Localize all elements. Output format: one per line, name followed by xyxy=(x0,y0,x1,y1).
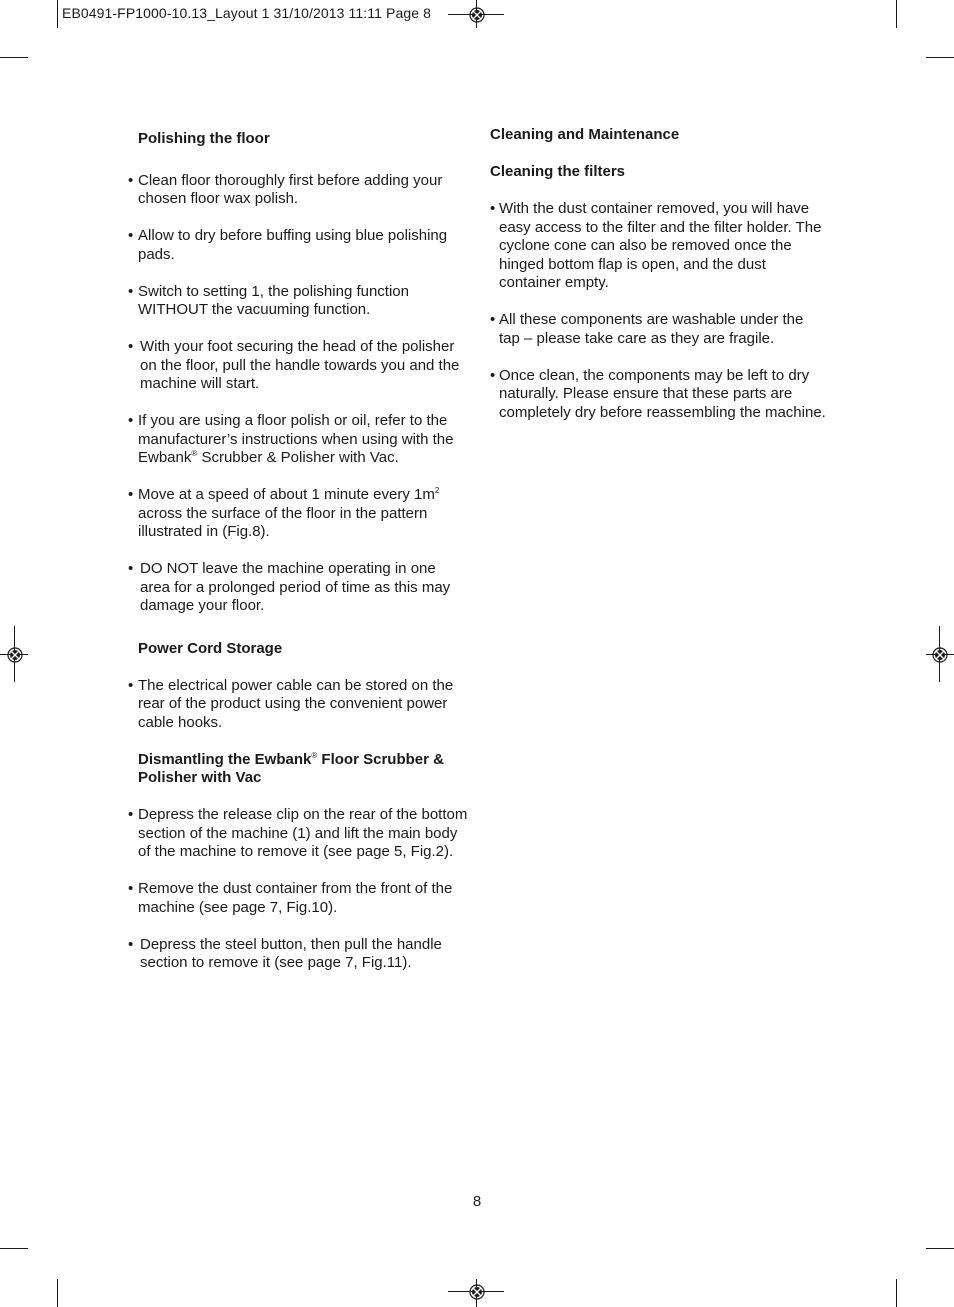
bullet-dot: • xyxy=(128,227,134,244)
bullet-item xyxy=(128,880,468,917)
bullet-dot: • xyxy=(128,486,134,503)
registered-mark: ® xyxy=(311,750,318,760)
bullet-text: Move at a speed of about 1 minute every 1m xyxy=(138,486,435,503)
bullet-item xyxy=(490,367,828,423)
bullet-dot: • xyxy=(490,200,496,217)
crop-mark-bottom-right-h xyxy=(926,1248,954,1249)
superscript: 2 xyxy=(434,486,440,495)
heading-text: Floor Scrubber & Polisher with Vac xyxy=(138,750,444,786)
crop-mark-top-left-v xyxy=(57,0,58,28)
bullet-dot: • xyxy=(128,338,134,355)
bullet-text: DO NOT leave the machine operating in one area for a prolonged period of time as this may damage your floor. xyxy=(140,560,451,614)
bullet-item xyxy=(128,227,468,264)
power-cord-heading: Power Cord Storage xyxy=(138,639,283,657)
print-slug: EB0491-FP1000-10.13_Layout 1 31/10/2013 11:11 Page 8 xyxy=(62,5,431,21)
crop-mark-bottom-right-v xyxy=(896,1279,897,1307)
bullet-dot: • xyxy=(128,806,134,823)
bullet-dot: • xyxy=(128,880,134,897)
bullet-item xyxy=(128,677,468,733)
crop-mark-bottom-left-h xyxy=(0,1248,28,1249)
bullet-item xyxy=(128,338,468,394)
bullet-dot: • xyxy=(490,311,496,328)
registration-mark-icon xyxy=(462,1277,492,1307)
crop-mark-bottom-left-v xyxy=(57,1279,58,1307)
registration-mark-icon xyxy=(462,0,492,30)
bullet-text: Scrubber & Polisher with Vac. xyxy=(197,449,399,466)
bullet-text: With the dust container removed, you will have easy access to the filter and the filter holder. The cyclone cone can also be removed once the hinged bottom flap is open, and the dust container empty. xyxy=(499,200,822,291)
polishing-heading: Polishing the floor xyxy=(138,130,270,147)
bullet-dot: • xyxy=(490,366,496,384)
heading-text: Dismantling the Ewbank xyxy=(138,750,312,768)
bullet-dot: • xyxy=(128,935,134,953)
bullet-dot: • xyxy=(128,171,134,189)
bullet-text: With your foot securing the head of the polisher on the floor, pull the handle towards you and the machine will start. xyxy=(140,338,460,392)
left-column xyxy=(128,130,468,973)
registered-mark: ® xyxy=(191,449,198,458)
bullet-item xyxy=(128,412,468,468)
crop-mark-top-right-v xyxy=(896,0,897,28)
bullet-item xyxy=(128,486,468,542)
registration-mark-icon xyxy=(925,640,954,670)
bullet-text: across the surface of the floor in the pattern illustrated in (Fig.8). xyxy=(138,504,428,540)
bullet-text: If you are using a floor polish or oil, refer to the manufacturer’s instructions when using with the Ewbank xyxy=(138,412,454,466)
right-column xyxy=(490,126,828,422)
bullet-dot: • xyxy=(128,282,134,300)
bullet-item xyxy=(128,560,468,616)
bullet-dot: • xyxy=(128,676,134,694)
dismantling-heading xyxy=(128,751,468,788)
crop-mark-top-right-h xyxy=(926,57,954,58)
filters-heading: Cleaning the filters xyxy=(490,163,626,180)
bullet-item xyxy=(128,936,468,973)
bullet-dot: • xyxy=(128,560,134,577)
bullet-dot: • xyxy=(128,412,134,429)
bullet-item xyxy=(128,806,468,862)
bullet-item xyxy=(128,283,468,320)
bullet-item xyxy=(490,311,828,348)
bullet-text: All these components are washable under the tap – please take care as they are fragile. xyxy=(499,311,804,347)
bullet-text: Once clean, the components may be left to dry naturally. Please ensure that these parts are completely dry before reassembling the machine. xyxy=(499,366,826,421)
bullet-text: Depress the steel button, then pull the handle section to remove it (see page 7, Fig.11). xyxy=(140,935,442,971)
registration-mark-icon xyxy=(0,640,30,670)
maintenance-heading: Cleaning and Maintenance xyxy=(490,126,680,143)
bullet-item xyxy=(490,200,828,293)
bullet-text: Remove the dust container from the front of the machine (see page 7, Fig.10). xyxy=(138,880,453,916)
page-number: 8 xyxy=(472,1193,482,1210)
bullet-item xyxy=(128,172,468,209)
bullet-text: Depress the release clip on the rear of the bottom section of the machine (1) and lift the main body of the machine to remove it (see page 5, Fig.2). xyxy=(138,806,468,860)
crop-mark-top-left-h xyxy=(0,57,28,58)
bullet-text: The electrical power cable can be stored on the rear of the product using the convenient power cable hooks. xyxy=(138,676,454,731)
bullet-text: Allow to dry before buffing using blue polishing pads. xyxy=(138,227,448,263)
bullet-text: Clean floor thoroughly first before adding your chosen floor wax polish. xyxy=(138,171,443,207)
bullet-text: Switch to setting 1, the polishing function WITHOUT the vacuuming function. xyxy=(138,282,409,318)
